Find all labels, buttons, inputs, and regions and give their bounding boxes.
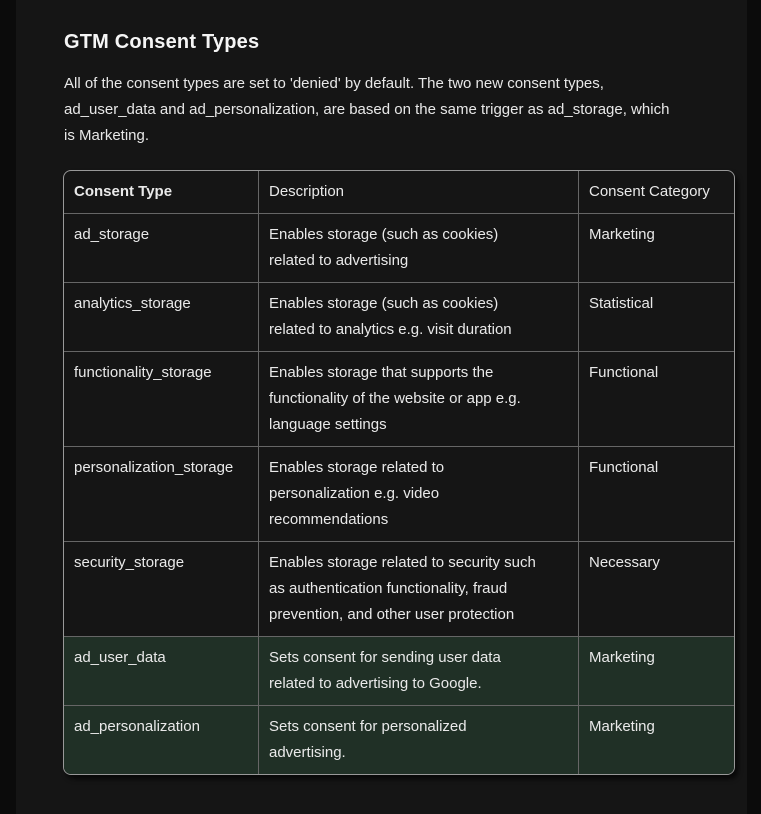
description-line: Enables storage related to security such [269, 554, 536, 571]
cell-consent-category: Marketing [579, 637, 735, 706]
cell-consent-type: analytics_storage [64, 283, 259, 352]
cell-consent-category: Necessary [579, 542, 735, 637]
intro-line: All of the consent types are set to 'denied' by default. The two new consent types, [64, 75, 604, 92]
cell-consent-type: personalization_storage [64, 447, 259, 542]
cell-consent-type: security_storage [64, 542, 259, 637]
description-line: Enables storage related to [269, 459, 445, 476]
description-line: as authentication functionality, fraud [269, 580, 508, 597]
cell-description [259, 706, 579, 774]
cell-consent-category: Marketing [579, 706, 735, 774]
description-line: Enables storage (such as cookies) [269, 295, 499, 312]
cell-description [259, 447, 579, 542]
cell-consent-category: Statistical [579, 283, 735, 352]
cell-description [259, 542, 579, 637]
table-row [64, 283, 735, 352]
table-row [64, 706, 735, 774]
table-header-row [64, 171, 735, 214]
header-description: Description [259, 171, 579, 214]
header-consent-category: Consent Category [579, 171, 735, 214]
description-line: advertising. [269, 744, 346, 761]
description-line: prevention, and other user protection [269, 606, 515, 623]
description-line: functionality of the website or app e.g. [269, 390, 521, 407]
cell-description [259, 637, 579, 706]
cell-description [259, 214, 579, 283]
table-row [64, 447, 735, 542]
intro-line: is Marketing. [64, 127, 150, 144]
cell-consent-type: ad_personalization [64, 706, 259, 774]
cell-consent-category: Functional [579, 447, 735, 542]
cell-consent-category: Functional [579, 352, 735, 447]
description-line: related to advertising to Google. [269, 675, 482, 692]
table-row [64, 637, 735, 706]
description-line: Enables storage (such as cookies) [269, 226, 499, 243]
description-line: personalization e.g. video [269, 485, 440, 502]
description-line: recommendations [269, 511, 389, 528]
description-line: Enables storage that supports the [269, 364, 494, 381]
table-row [64, 214, 735, 283]
header-consent-type: Consent Type [64, 171, 259, 214]
cell-consent-type: ad_storage [64, 214, 259, 283]
table-row [64, 352, 735, 447]
consent-types-table [63, 170, 735, 775]
description-line: language settings [269, 416, 387, 433]
intro-line: ad_user_data and ad_personalization, are based on the same trigger as ad_storage, which [64, 101, 670, 118]
page-title: GTM Consent Types [64, 31, 260, 53]
description-line: Sets consent for personalized [269, 718, 467, 735]
content-panel [16, 0, 747, 814]
description-line: Sets consent for sending user data [269, 649, 501, 666]
cell-consent-type: ad_user_data [64, 637, 259, 706]
description-line: related to advertising [269, 252, 409, 269]
table-row [64, 542, 735, 637]
description-line: related to analytics e.g. visit duration [269, 321, 512, 338]
cell-consent-type: functionality_storage [64, 352, 259, 447]
cell-description [259, 283, 579, 352]
cell-consent-category: Marketing [579, 214, 735, 283]
cell-description [259, 352, 579, 447]
intro-paragraph [64, 71, 747, 149]
